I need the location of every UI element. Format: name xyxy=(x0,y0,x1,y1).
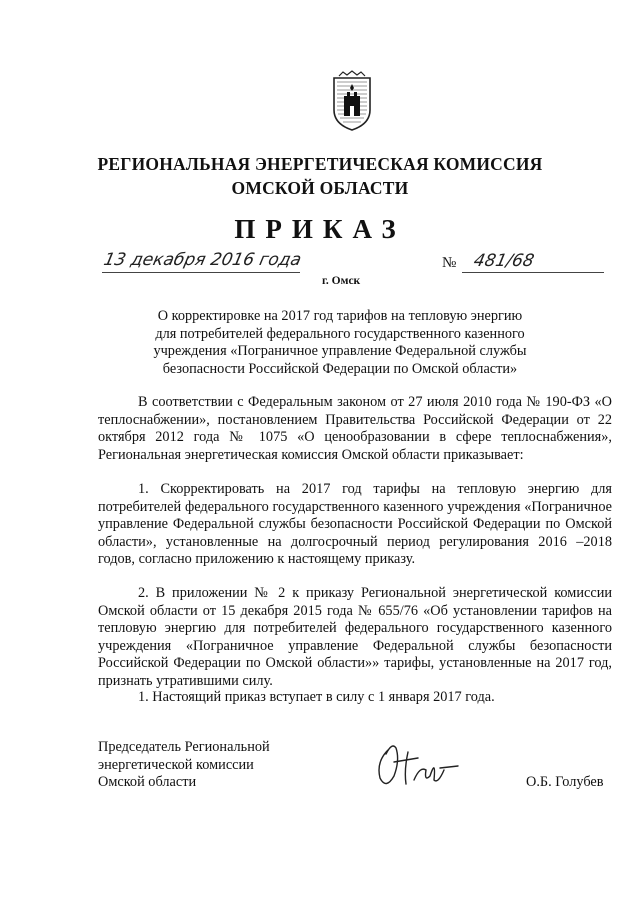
order-subject xyxy=(120,308,560,378)
signatory-position xyxy=(98,739,270,792)
position-line: Председатель Региональной xyxy=(98,739,270,755)
document-type-heading: ПРИКАЗ xyxy=(234,214,406,244)
subject-line: О корректировке на 2017 год тарифов на тепловую энергию xyxy=(157,308,523,324)
signer-name: О.Б. Голубев xyxy=(526,774,604,790)
city-label: г. Омск xyxy=(322,275,361,287)
commission-title: РЕГИОНАЛЬНАЯ ЭНЕРГЕТИЧЕСКАЯ КОМИССИЯ xyxy=(97,154,543,174)
commission-region: ОМСКОЙ ОБЛАСТИ xyxy=(231,178,409,198)
clause-1-paragraph: 1. Скорректировать на 2017 год тарифы на тепловую энергию для потребителей федерального государственного казенного учреждения «Пограничное управление Федеральной службы безопасности Российской Федерации по Омской области», установленные на долгосрочный период регулирования 2016 –2018 годов, согласно приложению к настоящему приказу. xyxy=(98,481,612,567)
date-underline xyxy=(102,272,300,273)
position-line: энергетической комиссии xyxy=(98,756,254,773)
effective-date-paragraph: 1. Настоящий приказ вступает в силу с 1 января 2017 года. xyxy=(138,689,495,705)
subject-line: безопасности Российской Федерации по Омской области» xyxy=(162,360,518,377)
subject-line: учреждения «Пограничное управление Федеральной службы xyxy=(153,343,527,359)
preamble-paragraph: В соответствии с Федеральным законом от 27 июля 2010 года № 190-ФЗ «О теплоснабжении», постановлением Правительства Российской Федерации от 22 октября 2012 года № 1075 «О ценообразовании в сфере теплоснабжения», Региональная энергетическая комиссия Омской области приказывает: xyxy=(98,394,612,463)
omsk-coat-of-arms-icon xyxy=(331,70,373,132)
number-sign: № xyxy=(442,255,457,271)
handwritten-date: 13 декабря 2016 года xyxy=(101,250,304,270)
number-underline xyxy=(462,272,604,273)
handwritten-signature-icon xyxy=(374,740,464,792)
clause-2-paragraph: 2. В приложении № 2 к приказу Региональной энергетической комиссии Омской области от 15 декабря 2015 года № 655/76 «Об установлении тарифов на тепловую энергию для потребителей федерального государственного казенного учреждения «Пограничное управление Федеральной службы безопасности Российской Федерации по Омской области»» тарифы, установленные на 2017 год, признать утратившими силу. xyxy=(98,585,612,689)
position-line: Омской области xyxy=(98,774,197,790)
subject-line: для потребителей федерального государственного казенного xyxy=(155,325,525,342)
handwritten-order-number: 481/68 xyxy=(471,251,536,271)
